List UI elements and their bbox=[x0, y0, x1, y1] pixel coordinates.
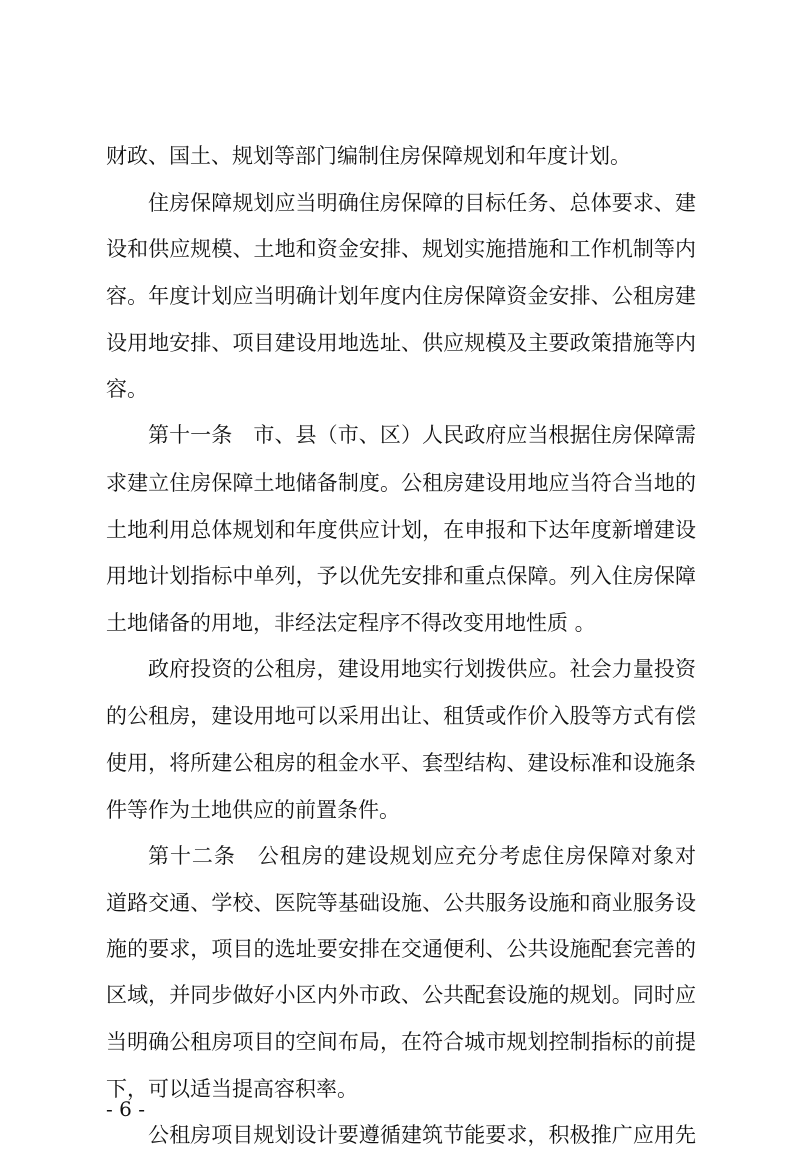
text-line-18: 施的要求，项目的选址要安排在交通便利、公共设施配套完善的 bbox=[106, 937, 696, 961]
text-line-8: 求建立住房保障土地储备制度。公租房建设用地应当符合当地的 bbox=[106, 471, 696, 495]
text-line-5: 设用地安排、项目建设用地选址、供应规模及主要政策措施等内 bbox=[106, 331, 696, 355]
text-line-4: 容。年度计划应当明确计划年度内住房保障资金安排、公租房建 bbox=[106, 284, 696, 308]
text-line-19: 区域，并同步做好小区内外市政、公共配套设施的规划。同时应 bbox=[106, 983, 696, 1007]
text-line-1: 财政、国土、规划等部门编制住房保障规划和年度计划。 bbox=[106, 144, 631, 168]
text-line-12: 政府投资的公租房，建设用地实行划拨供应。社会力量投资 bbox=[148, 657, 696, 681]
text-line-2: 住房保障规划应当明确住房保障的目标任务、总体要求、建 bbox=[148, 191, 696, 215]
text-line-11: 土地储备的用地，非经法定程序不得改变用地性质 。 bbox=[106, 611, 596, 635]
text-line-6: 容。 bbox=[106, 377, 148, 401]
text-line-14: 使用，将所建公租房的租金水平、套型结构、建设标准和设施条 bbox=[106, 751, 696, 775]
text-line-7: 第十一条 市、县（市、区）人民政府应当根据住房保障需 bbox=[148, 423, 696, 447]
text-line-22: 公租房项目规划设计要遵循建筑节能要求，积极推广应用先 bbox=[148, 1123, 696, 1147]
text-line-9: 土地利用总体规划和年度供应计划，在申报和下达年度新增建设 bbox=[106, 518, 696, 542]
page-number: - 6 - bbox=[106, 1097, 145, 1121]
text-line-10: 用地计划指标中单列，予以优先安排和重点保障。列入住房保障 bbox=[106, 564, 696, 588]
text-line-3: 设和供应规模、土地和资金安排、规划实施措施和工作机制等内 bbox=[106, 237, 696, 261]
text-line-13: 的公租房，建设用地可以采用出让、租赁或作价入股等方式有偿 bbox=[106, 704, 696, 728]
text-line-15: 件等作为土地供应的前置条件。 bbox=[106, 798, 400, 822]
text-line-17: 道路交通、学校、医院等基础设施、公共服务设施和商业服务设 bbox=[106, 891, 696, 915]
text-line-21: 下，可以适当提高容积率。 bbox=[106, 1077, 358, 1101]
text-line-20: 当明确公租房项目的空间布局，在符合城市规划控制指标的前提 bbox=[106, 1030, 696, 1054]
text-line-16: 第十二条 公租房的建设规划应充分考虑住房保障对象对 bbox=[148, 844, 696, 868]
